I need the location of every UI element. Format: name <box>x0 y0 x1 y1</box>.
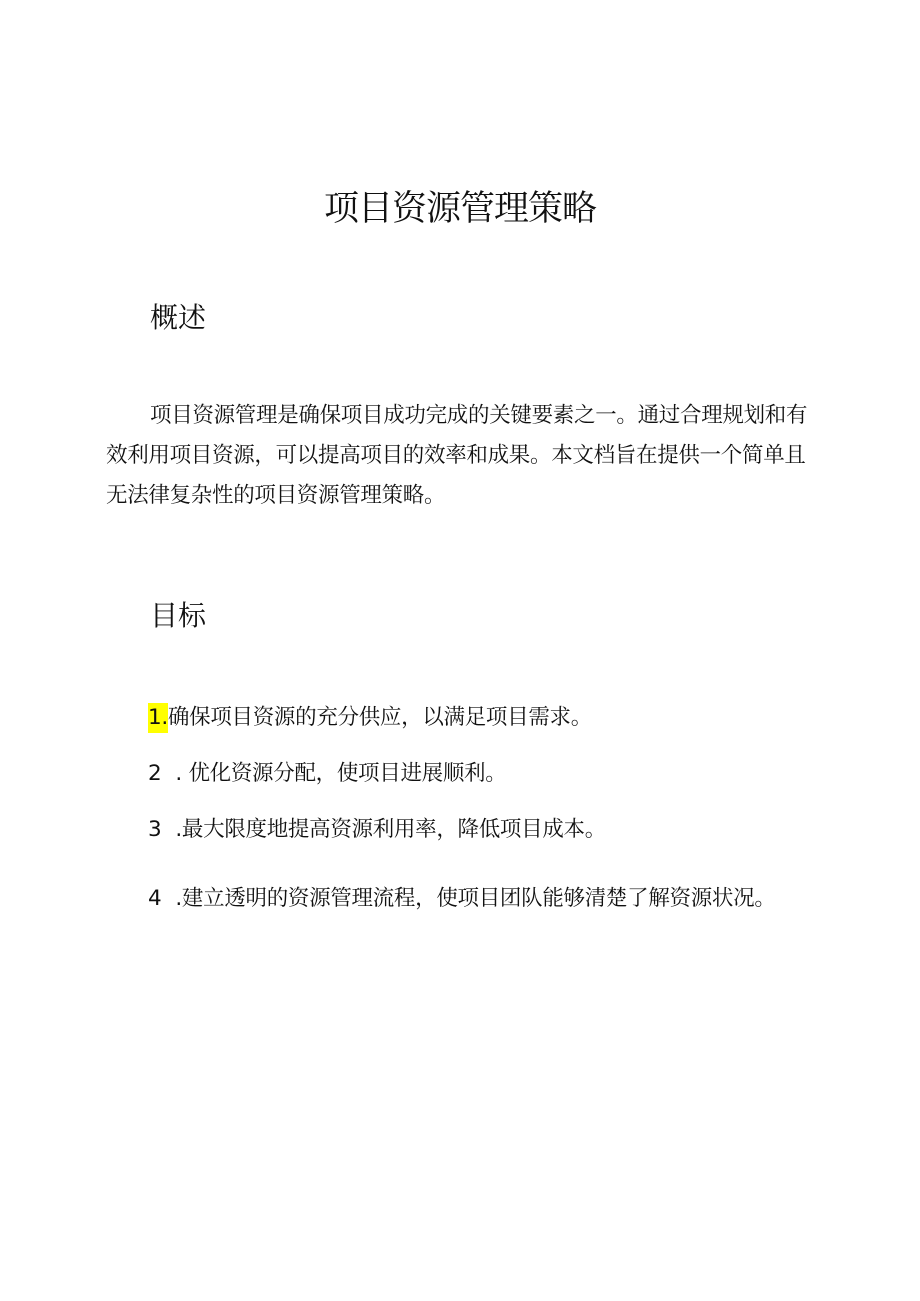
goal-item <box>148 815 606 845</box>
section-heading-overview: 概述 <box>150 301 207 334</box>
goal-text: . 优化资源分配，使项目进展顺利。 <box>175 761 507 786</box>
goal-item <box>148 884 776 914</box>
goal-number-highlighted: 1. <box>148 703 168 733</box>
goal-text: 确保项目资源的充分供应，以满足项目需求。 <box>167 705 592 730</box>
section-heading-goals: 目标 <box>150 599 207 632</box>
goal-number: 3 <box>148 817 162 842</box>
goal-text: .最大限度地提高资源利用率，降低项目成本。 <box>175 817 606 842</box>
goal-text: .建立透明的资源管理流程，使项目团队能够清楚了解资源状况。 <box>175 886 776 911</box>
goal-item <box>148 703 592 733</box>
overview-paragraph: 项目资源管理是确保项目成功完成的关键要素之一。通过合理规划和有效利用项目资源，可以提高项目的效率和成果。本文档旨在提供一个简单且无法律复杂性的项目资源管理策略。 <box>106 403 808 508</box>
goal-item <box>148 759 506 789</box>
goal-number: 2 <box>148 761 162 786</box>
document-title: 项目资源管理策略 <box>323 189 596 229</box>
goal-number: 4 <box>148 886 162 911</box>
